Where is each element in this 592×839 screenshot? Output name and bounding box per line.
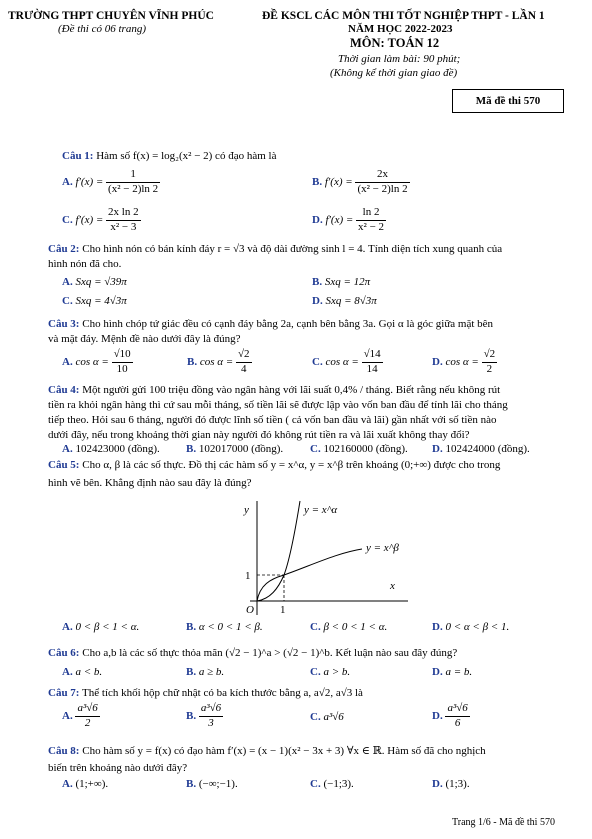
- fraction: $\frac{√2}{4}$: [237, 348, 250, 375]
- fraction: $\frac{\text{2x ln 2}}{\text{x² − 3}}$: [108, 206, 139, 233]
- time-note: (Không kể thời gian giao đề): [330, 67, 458, 79]
- option-a: A. Sxq = √39π: [62, 276, 127, 288]
- question-text-cont: tiền ra khỏi ngân hàng thì cứ sau mỗi tháng, số tiền lãi sẽ được lập vào vốn ban đầu để tính lãi cho tháng: [48, 399, 508, 411]
- school-year: NĂM HỌC 2022-2023: [348, 23, 453, 35]
- option-d: D. 0 < α < β < 1.: [432, 621, 510, 633]
- curve-beta-label: y = x^β: [366, 542, 399, 554]
- question-text-cont: dưới đây, nếu trong khoảng thời gian này người đó không rút tiền ra và lãi xuất không thay đổi?: [48, 429, 470, 441]
- power-function-graph: [232, 497, 412, 617]
- option-d: [312, 206, 386, 235]
- option-b: B. a ≥ b.: [186, 666, 225, 678]
- option-a: A. cos α = $\frac{√10}{10}$: [62, 348, 131, 375]
- x-axis-label: x: [390, 580, 395, 592]
- option-a: A. a < b.: [62, 666, 103, 678]
- question-2: [48, 243, 502, 257]
- question-6: [48, 647, 457, 661]
- option-d: D. 102424000 (đồng).: [432, 443, 530, 455]
- question-label: Câu 8:: [48, 745, 80, 757]
- question-text-cont: tiếp theo. Hỏi sau 6 tháng, người đó được lĩnh số tiền ( cả vốn ban đầu và lãi) gần nhất với số tiền nào: [48, 414, 497, 426]
- option-a: A. 102423000 (đồng).: [62, 443, 160, 455]
- option-c: C. a > b.: [310, 666, 351, 678]
- time-limit: Thời gian làm bài: 90 phút;: [338, 53, 461, 65]
- fraction: $\frac{\text{a³√6}}{3}$: [200, 702, 222, 729]
- option-text: f′(x) =: [75, 213, 104, 226]
- question-label: Câu 7:: [48, 687, 80, 699]
- question-4: [48, 384, 500, 398]
- option-a: A. 0 < β < 1 < α.: [62, 621, 140, 633]
- option-d: D. $\frac{\text{a³√6}}{6}$: [432, 702, 468, 729]
- question-text-cont: hình nón đã cho.: [48, 258, 122, 270]
- origin-label: O: [246, 604, 254, 616]
- question-text: Hàm số f(x) = log₂(x² − 2) có đạo hàm là: [96, 150, 277, 162]
- option-c: C. 102160000 (đồng).: [310, 443, 408, 455]
- question-3: [48, 318, 493, 332]
- option-c: C. Sxq = 4√3π: [62, 295, 127, 307]
- option-b: B. $\frac{\text{a³√6}}{3}$: [186, 702, 222, 729]
- option-b: B. α < 0 < 1 < β.: [186, 621, 263, 633]
- subject: MÔN: TOÁN 12: [350, 36, 440, 50]
- fraction: $\frac{√2}{2}$: [483, 348, 496, 375]
- option-b: B. cos α = $\frac{√2}{4}$: [187, 348, 250, 375]
- fraction: $\frac{2x}{\text{(x² − 2)ln 2}}$: [357, 168, 408, 195]
- question-text-cont: hình vẽ bên. Khẳng định nào sau đây là đúng?: [48, 477, 252, 489]
- question-text: Cho hình nón có bán kính đáy r = √3 và độ dài đường sinh l = 4. Tính diện tích xung quanh của: [82, 243, 503, 255]
- fraction: $\frac{√14}{14}$: [363, 348, 381, 375]
- option-d: D. Sxq = 8√3π: [312, 295, 377, 307]
- option-d: D. a = b.: [432, 666, 473, 678]
- exam-code: Mã đề thi 570: [475, 95, 541, 107]
- question-label: Câu 6:: [48, 647, 80, 659]
- question-label: Câu 4:: [48, 384, 80, 396]
- option-a: [62, 168, 160, 197]
- question-label: Câu 5:: [48, 459, 80, 471]
- question-text: Cho a,b là các số thực thỏa mãn (√2 − 1)^a > (√2 − 1)^b. Kết luận nào sau đây đúng?: [82, 647, 458, 659]
- x-one-label: 1: [280, 604, 286, 616]
- option-c: C. (−1;3).: [310, 778, 354, 790]
- question-text-cont: biến trên khoảng nào dưới đây?: [48, 762, 188, 774]
- fraction: $\frac{1}{\text{(x² − 2)ln 2}}$: [108, 168, 159, 195]
- question-text: Thể tích khối hộp chữ nhật có ba kích thước bằng a, a√2, a√3 là: [82, 687, 363, 699]
- option-d: D. cos α = $\frac{√2}{2}$: [432, 348, 496, 375]
- fraction: $\frac{\text{a³√6}}{2}$: [77, 702, 98, 729]
- option-label: A.: [62, 175, 73, 188]
- question-label: Câu 2:: [48, 243, 80, 255]
- option-d: D. (1;3).: [432, 778, 470, 790]
- option-label: B.: [312, 175, 323, 188]
- fraction: $\frac{√10}{10}$: [113, 348, 131, 375]
- curve-alpha-label: y = x^α: [304, 504, 338, 516]
- option-c: [62, 206, 141, 235]
- y-one-label: 1: [245, 570, 251, 582]
- option-a: A. $\frac{\text{a³√6}}{2}$: [62, 702, 98, 729]
- option-b: B. 102017000 (đồng).: [186, 443, 284, 455]
- option-c: C. a³√6: [310, 711, 344, 723]
- option-text: f′(x) =: [75, 175, 104, 188]
- exam-code-box: [452, 89, 564, 113]
- option-text: f′(x) =: [325, 213, 354, 226]
- option-c: C. cos α = $\frac{√14}{14}$: [312, 348, 381, 375]
- question-8: [48, 745, 486, 759]
- option-c: C. β < 0 < 1 < α.: [310, 621, 388, 633]
- question-text-cont: và mặt đáy. Mệnh đề nào dưới đây là đúng?: [48, 333, 241, 345]
- option-b: [312, 168, 410, 197]
- option-b: B. (−∞;−1).: [186, 778, 238, 790]
- option-text: f′(x) =: [324, 175, 353, 188]
- question-text: Cho hàm số y = f(x) có đạo hàm f′(x) = (x − 1)(x² − 3x + 3) ∀x ∈ ℝ. Hàm số đã cho nghịch: [82, 745, 486, 757]
- question-5: [48, 459, 500, 473]
- option-label: D.: [312, 213, 323, 226]
- question-label: Câu 1:: [62, 150, 94, 162]
- y-axis-label: y: [244, 504, 249, 516]
- question-text: Cho hình chóp tứ giác đều có cạnh đáy bằng 2a, cạnh bên bằng 3a. Gọi α là góc giữa mặt bên: [82, 318, 494, 330]
- exam-title: ĐỀ KSCL CÁC MÔN THI TỐT NGHIỆP THPT - LẦN 1: [262, 10, 545, 22]
- question-7: [48, 687, 363, 701]
- question-text: Cho α, β là các số thực. Đồ thị các hàm số y = x^α, y = x^β trên khoảng (0;+∞) được cho trong: [82, 459, 501, 471]
- option-label: C.: [62, 213, 73, 226]
- question-1: [62, 150, 276, 164]
- option-b: B. Sxq = 12π: [312, 276, 371, 288]
- question-label: Câu 3:: [48, 318, 80, 330]
- question-text: Một người gửi 100 triệu đồng vào ngân hàng với lãi suất 0,4% / tháng. Biết rằng nếu không rút: [82, 384, 501, 396]
- fraction: $\frac{\ln 2}{\text{x² − 2}}$: [358, 206, 385, 233]
- fraction: $\frac{\text{a³√6}}{6}$: [447, 702, 468, 729]
- page-footer: Trang 1/6 - Mã đề thi 570: [452, 817, 555, 828]
- school-name: TRƯỜNG THPT CHUYÊN VĨNH PHÚC: [8, 10, 214, 22]
- option-a: A. (1;+∞).: [62, 778, 109, 790]
- pages-note: (Đề thi có 06 trang): [58, 23, 146, 35]
